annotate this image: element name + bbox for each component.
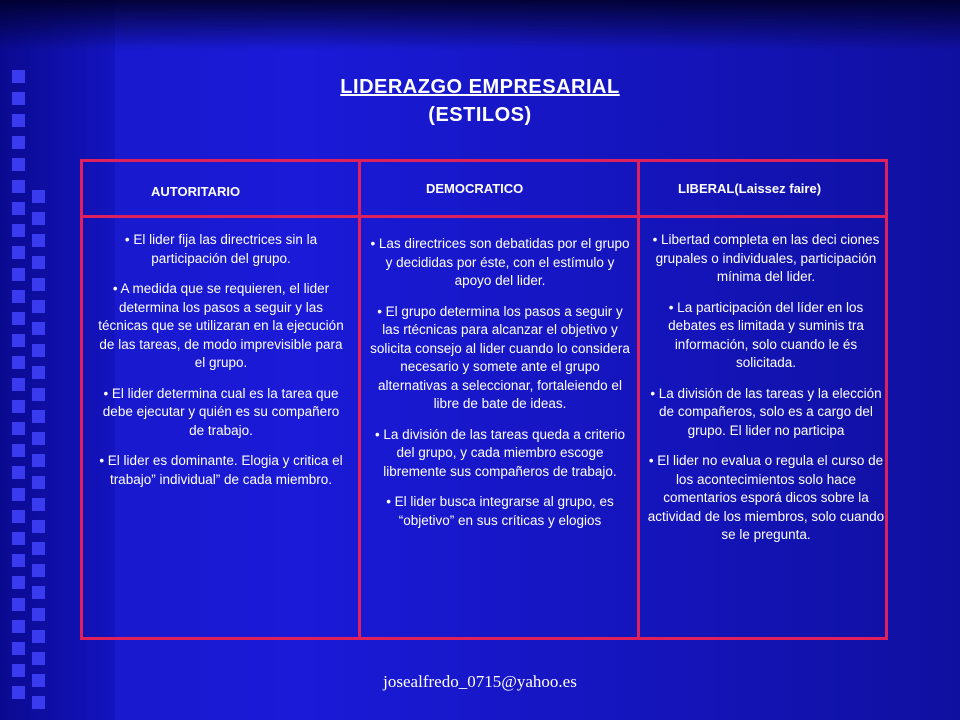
- list-item: • El lider determina cual es la tarea que debe ejecutar y quién es su compañero de trabajo.: [102, 385, 340, 438]
- list-item: • La división de las tareas y la elección de compañeros, solo es a cargo del grupo. El lider no participa: [650, 385, 882, 438]
- column-divider: [358, 159, 361, 640]
- list-item: • El lider no evalua o regula el curso de los acontecimientos solo hace comentarios esporá dicos sobre la actividad de los miembros, solo cuando se le pregunta.: [647, 453, 885, 542]
- list-item: • A medida que se requieren, el lider determina los pasos a seguir y las técnicas que se utilizaran en la ejecución de las tareas, de modo imprevisible para el grupo.: [98, 281, 344, 370]
- column-heading-liberal: LIBERAL(Laissez faire): [678, 181, 822, 196]
- column-liberal: [646, 231, 886, 557]
- header-divider: [80, 215, 888, 218]
- column-autoritario: [96, 231, 346, 501]
- column-democratico: [369, 235, 631, 542]
- list-item: • El lider busca integrarse al grupo, es “objetivo” en sus críticas y elogios: [386, 494, 614, 528]
- column-heading-democratico: DEMOCRATICO: [426, 181, 524, 196]
- list-item: • Las directrices son debatidas por el grupo y decididas por éste, con el estímulo y apoyo del lider.: [370, 236, 630, 288]
- list-item: • El lider es dominante. Elogia y critica el trabajo” individual” de cada miembro.: [99, 453, 343, 487]
- slide-subtitle: (ESTILOS): [428, 104, 532, 126]
- slide-title: LIDERAZGO EMPRESARIAL: [340, 76, 620, 98]
- list-item: • La participación del líder en los debates es limitada y suminis tra información, solo cuando le és solicitada.: [668, 299, 864, 370]
- list-item: • El grupo determina los pasos a seguir y las rtécnicas para alcanzar el objetivo y solicita consejo al lider cuando lo considera necesario y somete ante el grupo alternativas a seleccionar, fortaleiendo el libre de bate de ideas.: [370, 303, 630, 411]
- column-heading-autoritario: AUTORITARIO: [151, 184, 241, 199]
- column-divider: [637, 159, 640, 640]
- list-item: • El lider fija las directrices sin la participación del grupo.: [124, 232, 318, 266]
- footer-email: josealfredo_0715@yahoo.es: [383, 672, 577, 691]
- list-item: • La división de las tareas queda a criterio del grupo, y cada miembro escoge libremente sus compañeros de trabajo.: [374, 426, 626, 479]
- list-item: • Libertad completa en las deci ciones grupales o individuales, participación mínima del lider.: [652, 232, 880, 284]
- decorative-top-shade: [0, 0, 960, 50]
